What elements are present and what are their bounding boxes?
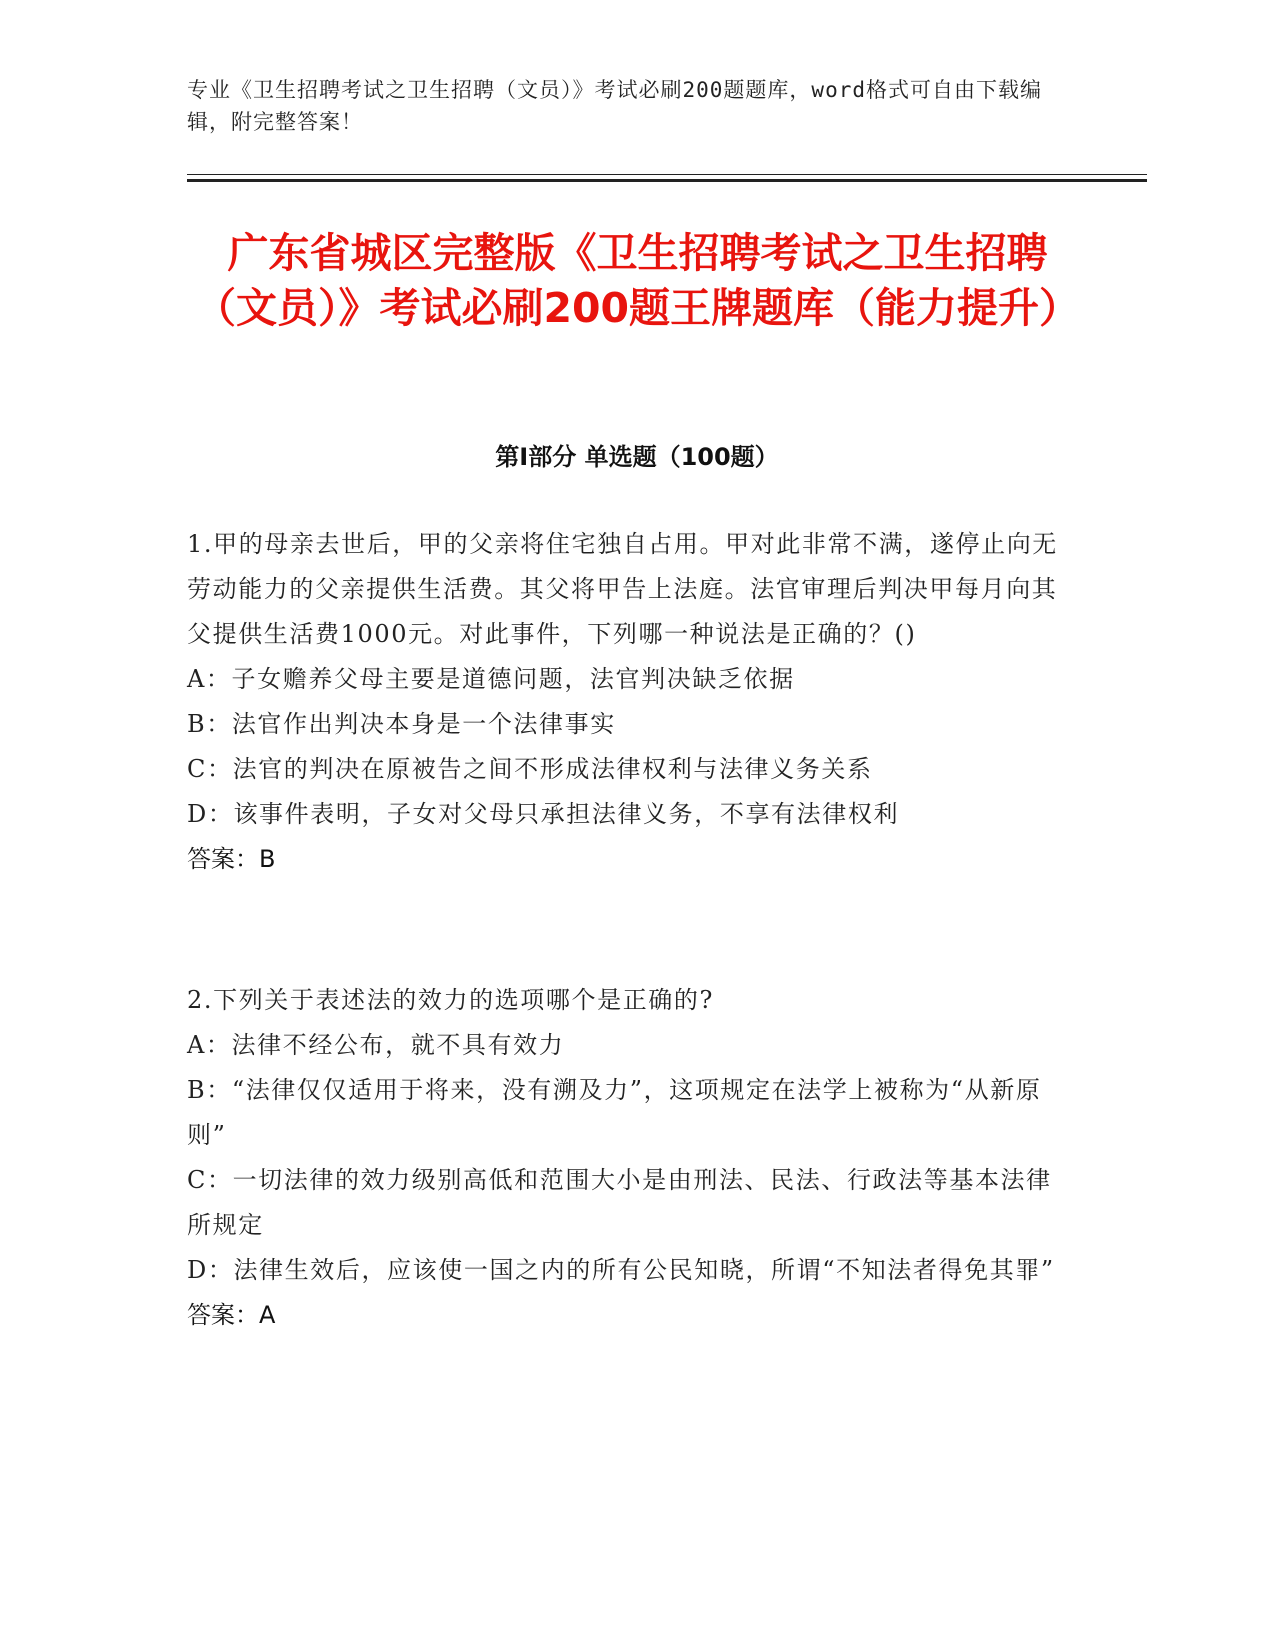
question-stem: 1.甲的母亲去世后，甲的父亲将住宅独自占用。甲对此非常不满，遂停止向无劳动能力的父亲提供生活费。其父将甲告上法庭。法官审理后判决甲每月向其父提供生活费1000元。对此事件，下列哪一种说法是正确的？() [187,530,1058,648]
option-a: A：子女赡养父母主要是道德问题，法官判决缺乏依据 [187,665,795,693]
option-a: A：法律不经公布，就不具有效力 [187,1031,565,1059]
header-divider-thin [187,174,1147,175]
document-title: 广东省城区完整版《卫生招聘考试之卫生招聘（文员）》考试必刷200题王牌题库（能力提升） [194,229,1081,332]
option-d: D：该事件表明，子女对父母只承担法律义务，不享有法律权利 [187,800,900,828]
question-block [187,978,1067,1338]
answer-line: 答案：B [187,845,276,873]
section-heading: 第Ⅰ部分 单选题（100题） [495,443,779,471]
header-note: 专业《卫生招聘考试之卫生招聘（文员）》考试必刷200题题库，word格式可自由下载编辑，附完整答案！ [187,78,1042,134]
option-d: D：法律生效后，应该使一国之内的所有公民知晓，所谓“不知法者得免其罪” [187,1256,1055,1284]
option-b: B：“法律仅仅适用于将来，没有溯及力”，这项规定在法学上被称为“从新原则” [187,1076,1042,1149]
answer-line: 答案：A [187,1301,276,1329]
header-divider-thick [187,179,1147,182]
option-b: B：法官作出判决本身是一个法律事实 [187,710,616,738]
question-stem: 2.下列关于表述法的效力的选项哪个是正确的? [187,986,714,1014]
option-c: C：法官的判决在原被告之间不形成法律权利与法律义务关系 [187,755,873,783]
option-c: C：一切法律的效力级别高低和范围大小是由刑法、民法、行政法等基本法律所规定 [187,1166,1052,1239]
question-block [187,522,1067,882]
